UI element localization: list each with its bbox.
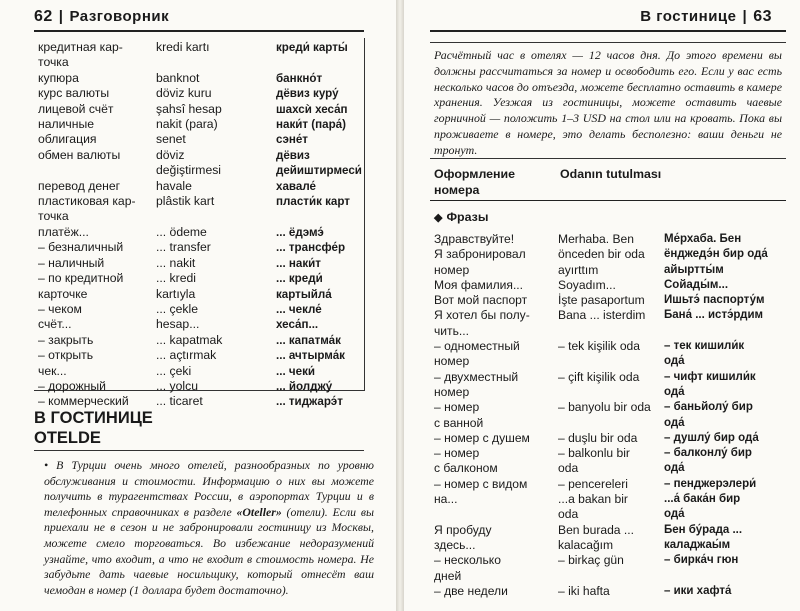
turkish-cell: Merhaba. Ben xyxy=(558,232,634,246)
russian-cell: счёт... xyxy=(38,317,72,332)
russian-cell: – коммерческий xyxy=(38,394,129,409)
column-header-rule xyxy=(430,200,786,201)
russian-cell: – несколько xyxy=(434,553,501,568)
info-rule-bottom xyxy=(430,158,786,159)
turkish-cell: – iki hafta xyxy=(558,583,610,598)
russian-cell xyxy=(38,163,156,178)
transcription-cell: ... наки́т xyxy=(276,256,321,270)
turkish-cell xyxy=(558,569,664,584)
phrase-row xyxy=(434,308,782,323)
turkish-cell: ... yolcu xyxy=(156,378,198,393)
phrase-row xyxy=(434,553,782,568)
column-header-tr: Odanın tutulması xyxy=(560,167,662,181)
transcription-cell: ода́ xyxy=(664,355,685,368)
turkish-cell: – pencereleri xyxy=(558,476,628,491)
transcription-cell: – чифт кишили́к xyxy=(664,370,756,383)
transcription-cell: Ишьтэ́ паспорту́м xyxy=(664,294,765,307)
turkish-cell xyxy=(558,385,664,400)
transcription-cell: банкно́т xyxy=(276,71,323,85)
running-head-right: В гостинице | 63 xyxy=(640,8,772,25)
vocabulary-row xyxy=(38,379,386,394)
transcription-cell: ... капатма́к xyxy=(276,333,341,347)
transcription-cell xyxy=(276,209,386,224)
transcription-cell: Ме́рхаба. Бен xyxy=(664,233,742,245)
turkish-cell: oda xyxy=(558,507,579,522)
transcription-cell: – ики хафта́ xyxy=(664,584,732,597)
russian-cell: – чеком xyxy=(38,301,82,316)
phrase-row xyxy=(434,385,782,400)
section-title-ru: В ГОСТИНИЦЕ xyxy=(34,409,153,427)
russian-cell: – две недели xyxy=(434,583,508,598)
turkish-cell: kalacağım xyxy=(558,537,614,552)
hotel-note: • В Турции очень много отелей, разнообразных по уровню обслуживания и стоимости. Информацию о них вы можете получить в турагентствах России, в аэропортах Турции и в телефонных справочниках в разделе «Oteller» (отели). Если вы приехали не в сезон и не забронировали гостиницу из Москвы, можете смело торговаться. Во избежание недоразумений узнайте, что входит, а что не входит в стоимость номера. Не забудьте дать чаевые носильщику, который отнесёт ваш чемодан в номер (1 доллара будет достаточно). xyxy=(44,458,374,597)
russian-cell: Я пробуду xyxy=(434,522,492,537)
russian-cell: номер xyxy=(434,262,470,277)
turkish-cell: ayırttım xyxy=(558,262,599,277)
phrase-row xyxy=(434,416,782,431)
transcription-cell: креди́ карты́ xyxy=(276,41,348,54)
book-gutter xyxy=(396,0,404,611)
transcription-cell: ... йолджу́ xyxy=(276,379,333,393)
phrase-row xyxy=(434,278,782,293)
transcription-cell: Бен бу́рада ... xyxy=(664,523,743,536)
page-number: 62 xyxy=(34,8,53,25)
vocabulary-row xyxy=(38,55,386,70)
turkish-cell xyxy=(558,416,664,431)
turkish-cell: plâstik kart xyxy=(156,194,215,209)
turkish-cell: Bana ... isterdim xyxy=(558,308,646,323)
turkish-cell: – balkonlu bir xyxy=(558,446,630,461)
turkish-cell xyxy=(558,324,664,339)
transcription-cell: – тек кишили́к xyxy=(664,340,745,353)
vocabulary-table xyxy=(38,40,386,410)
running-head-left: 62 | Разговорник xyxy=(34,8,170,25)
transcription-cell: ода́ xyxy=(664,385,685,398)
transcription-cell: дёвиз куру́ xyxy=(276,87,339,101)
russian-cell: карточке xyxy=(38,286,88,301)
russian-cell: – одноместный xyxy=(434,339,520,354)
turkish-cell: ... ticaret xyxy=(156,394,203,409)
transcription-cell: – бирка́ч гюн xyxy=(664,554,739,567)
phrase-row xyxy=(434,324,782,339)
turkish-cell xyxy=(156,55,276,70)
transcription-cell: Сойады́м... xyxy=(664,278,729,291)
transcription-cell: ... тиджарэ́т xyxy=(276,395,343,409)
turkish-cell: – tek kişilik oda xyxy=(558,339,641,354)
turkish-cell: senet xyxy=(156,132,186,147)
transcription-cell: ода́ xyxy=(664,416,685,429)
transcription-cell: хеса́п... xyxy=(276,318,319,332)
transcription-cell: пласти́к карт xyxy=(276,195,350,209)
russian-cell: с ванной xyxy=(434,415,484,430)
phrase-row xyxy=(434,477,782,492)
info-rule-top xyxy=(430,42,786,43)
transcription-cell: дейиштирмеси́ xyxy=(276,164,362,178)
turkish-cell: Ben burada ... xyxy=(558,522,634,537)
turkish-cell: değiştirmesi xyxy=(156,163,222,178)
header-rule xyxy=(34,30,364,32)
russian-cell: Моя фамилия... xyxy=(434,277,524,292)
transcription-cell: ... чекле́ xyxy=(276,302,322,316)
transcription-cell: ... трансфе́р xyxy=(276,241,346,255)
russian-cell: платёж... xyxy=(38,224,89,239)
vocabulary-row xyxy=(38,179,386,194)
vocabulary-row xyxy=(38,225,386,240)
running-head-title: Разговорник xyxy=(69,8,170,25)
transcription-cell: дёвиз xyxy=(276,148,310,162)
russian-cell: – номер с видом xyxy=(434,476,528,491)
checkout-info: Расчётный час в отелях — 12 часов дня. До этого времени вы должны рассчитаться за номер и освободить его. Если у вас есть несколько часов до отъезда, можете бесплатно оставить в камере хранения. Уезжая из гостиницы, можете оставить чаевые горничной — положить 1–3 USD на стол или на кровать. Пока вы проживаете в номере, это делать бесполезно: ваши деньги не тронут. xyxy=(434,48,782,157)
phrase-row xyxy=(434,232,782,247)
phrase-row xyxy=(434,247,782,262)
russian-cell: с балконом xyxy=(434,461,498,476)
russian-cell: точка xyxy=(38,55,69,70)
phrase-row xyxy=(434,461,782,476)
vocabulary-row xyxy=(38,240,386,255)
russian-cell: облигация xyxy=(38,132,97,147)
note-oteller: «Oteller» xyxy=(236,504,282,519)
russian-cell: Вот мой паспорт xyxy=(434,293,528,308)
vocabulary-row xyxy=(38,40,386,55)
russian-cell: чек... xyxy=(38,363,67,378)
header-rule xyxy=(430,30,786,32)
transcription-cell: шахсѝ хеса́п xyxy=(276,102,348,116)
russian-cell: Здравствуйте! xyxy=(434,232,515,246)
turkish-cell: hesap... xyxy=(156,317,200,332)
left-page xyxy=(0,0,396,611)
turkish-cell: ... nakit xyxy=(156,255,196,270)
russian-cell: – безналичный xyxy=(38,240,124,255)
transcription-cell xyxy=(276,55,386,70)
vocabulary-row xyxy=(38,348,386,363)
transcription-cell: ёнджедэ́н бир ода́ xyxy=(664,248,768,261)
section-title xyxy=(34,408,153,448)
russian-cell: пластиковая кар- xyxy=(38,194,136,209)
transcription-cell xyxy=(664,324,782,339)
vocabulary-row xyxy=(38,364,386,379)
transcription-cell: ... ёдэмэ́ xyxy=(276,225,324,239)
turkish-cell: havale xyxy=(156,178,192,193)
turkish-cell: ... transfer xyxy=(156,240,211,255)
russian-cell: чить... xyxy=(434,323,469,338)
running-head-title: В гостинице xyxy=(640,8,737,25)
russian-cell: перевод денег xyxy=(38,178,121,193)
russian-cell: – номер с душем xyxy=(434,430,530,445)
transcription-cell: наки́т (пара́) xyxy=(276,118,346,132)
vocabulary-row xyxy=(38,148,386,163)
russian-cell: на... xyxy=(434,492,458,507)
vocabulary-row xyxy=(38,287,386,302)
phrase-row xyxy=(434,446,782,461)
phrase-row xyxy=(434,584,782,599)
turkish-cell: döviz xyxy=(156,147,185,162)
vocabulary-row xyxy=(38,256,386,271)
russian-cell xyxy=(434,507,558,522)
transcription-cell: ... ачтырма́к xyxy=(276,349,345,363)
phrase-row xyxy=(434,400,782,415)
transcription-cell: сэне́т xyxy=(276,133,308,147)
transcription-cell: – балконлу́ бир xyxy=(664,447,752,460)
phrase-row xyxy=(434,263,782,278)
transcription-cell: Бана́ ... истэ́рдим xyxy=(664,309,764,322)
turkish-cell: – banyolu bir oda xyxy=(558,400,651,415)
transcription-cell: хавале́ xyxy=(276,179,316,193)
section-title-tr: OTELDE xyxy=(34,429,101,447)
page-number: 63 xyxy=(753,8,772,25)
section-rule xyxy=(34,450,364,451)
vocabulary-row xyxy=(38,317,386,332)
phrase-row xyxy=(434,492,782,507)
russian-cell: – открыть xyxy=(38,348,94,363)
russian-cell: – наличный xyxy=(38,255,105,270)
russian-cell: – двухместный xyxy=(434,369,519,384)
transcription-cell: каладжаы́м xyxy=(664,538,731,551)
turkish-cell: – çift kişilik oda xyxy=(558,369,640,384)
turkish-cell: ... ödeme xyxy=(156,224,207,239)
phrases-heading: ◆ Фразы xyxy=(434,210,489,224)
russian-cell: – дорожный xyxy=(38,378,106,393)
vocabulary-row xyxy=(38,163,386,178)
russian-cell: наличные xyxy=(38,117,95,132)
vocabulary-row xyxy=(38,132,386,147)
column-header-ru: Оформление номера xyxy=(434,167,516,197)
phrase-row xyxy=(434,507,782,522)
phrases-table xyxy=(434,232,782,599)
russian-cell: номер xyxy=(434,354,470,369)
transcription-cell: картыйла́ xyxy=(276,287,332,301)
russian-cell: – номер xyxy=(434,446,480,461)
turkish-cell: önceden bir oda xyxy=(558,247,645,262)
russian-cell: Я забронировал xyxy=(434,247,526,262)
russian-cell: лицевой счёт xyxy=(38,101,114,116)
vocabulary-row xyxy=(38,102,386,117)
transcription-cell: – душлу́ бир ода́ xyxy=(664,431,759,444)
phrase-row xyxy=(434,431,782,446)
turkish-cell: ... çekle xyxy=(156,301,198,316)
russian-cell: – номер xyxy=(434,400,480,415)
turkish-cell: – duşlu bir oda xyxy=(558,430,638,445)
transcription-cell: ... чеки́ xyxy=(276,364,315,378)
vocabulary-row xyxy=(38,302,386,317)
turkish-cell xyxy=(558,354,664,369)
vocabulary-row xyxy=(38,271,386,286)
russian-cell: дней xyxy=(434,568,462,583)
turkish-cell: – birkaç gün xyxy=(558,553,624,568)
russian-cell: кредитная кар- xyxy=(38,40,123,54)
turkish-cell xyxy=(156,209,276,224)
transcription-cell: ... креди́ xyxy=(276,272,323,286)
transcription-cell: айыртты́м xyxy=(664,263,724,276)
vocabulary-row xyxy=(38,194,386,209)
turkish-cell: nakit (para) xyxy=(156,117,218,132)
turkish-cell: oda xyxy=(558,461,579,476)
turkish-cell: banknot xyxy=(156,70,200,85)
vocabulary-row xyxy=(38,209,386,224)
phrase-row xyxy=(434,339,782,354)
russian-cell: здесь... xyxy=(434,537,476,552)
transcription-cell: – баньйолу́ бир xyxy=(664,401,753,414)
phrase-row xyxy=(434,293,782,308)
diamond-icon: ◆ xyxy=(434,212,443,224)
phrase-row xyxy=(434,523,782,538)
transcription-cell: – пенджерэлери́ xyxy=(664,477,757,490)
turkish-cell: döviz kuru xyxy=(156,86,212,101)
turkish-cell: Soyadım... xyxy=(558,277,616,292)
turkish-cell: ... çeki xyxy=(156,363,192,378)
turkish-cell: ... kapatmak xyxy=(156,332,223,347)
transcription-cell xyxy=(664,569,782,584)
turkish-cell: ...a bakan bir xyxy=(558,492,628,507)
phrase-row xyxy=(434,370,782,385)
russian-cell: – закрыть xyxy=(38,332,94,347)
phrase-row xyxy=(434,538,782,553)
turkish-cell: kartıyla xyxy=(156,286,196,301)
russian-cell: номер xyxy=(434,384,470,399)
russian-cell: точка xyxy=(38,209,69,224)
turkish-cell: şahsî hesap xyxy=(156,101,222,116)
turkish-cell: ... kredi xyxy=(156,271,196,286)
turkish-cell: kredi kartı xyxy=(156,40,210,54)
russian-cell: купюра xyxy=(38,70,79,85)
note-part-1: В Турции очень много отелей, разнообразных по уровню обслуживания и стоимости. Информацию о них вы можете получить в турагентствах России, в аэропортах Турции и в телефонных справочниках в разделе xyxy=(44,458,374,519)
russian-cell: курс валюты xyxy=(38,86,110,101)
note-part-2: (отели). Если вы приехали не в сезон и не забронировали гостиницу из Москвы, можете смело торговаться. Во избежание недоразумений узнайте, что входит, а что не входит в стоимость номера. Не забудьте дать чаевые носильщику, который отнесёт ваш чемодан в номер (1 доллара будет достаточно). xyxy=(44,504,374,597)
right-page xyxy=(404,0,800,611)
vocabulary-row xyxy=(38,71,386,86)
phrase-row xyxy=(434,569,782,584)
vocabulary-row xyxy=(38,86,386,101)
transcription-cell: ...а́ бака́н бир xyxy=(664,493,741,506)
vocabulary-row xyxy=(38,333,386,348)
transcription-cell: ода́ xyxy=(664,508,685,521)
transcription-cell: ода́ xyxy=(664,462,685,475)
vocabulary-row xyxy=(38,117,386,132)
turkish-cell: İşte pasaportum xyxy=(558,293,645,308)
phrase-row xyxy=(434,354,782,369)
turkish-cell: ... açtırmak xyxy=(156,348,217,363)
russian-cell: Я хотел бы полу- xyxy=(434,308,530,323)
russian-cell: – по кредитной xyxy=(38,271,124,286)
russian-cell: обмен валюты xyxy=(38,147,121,162)
